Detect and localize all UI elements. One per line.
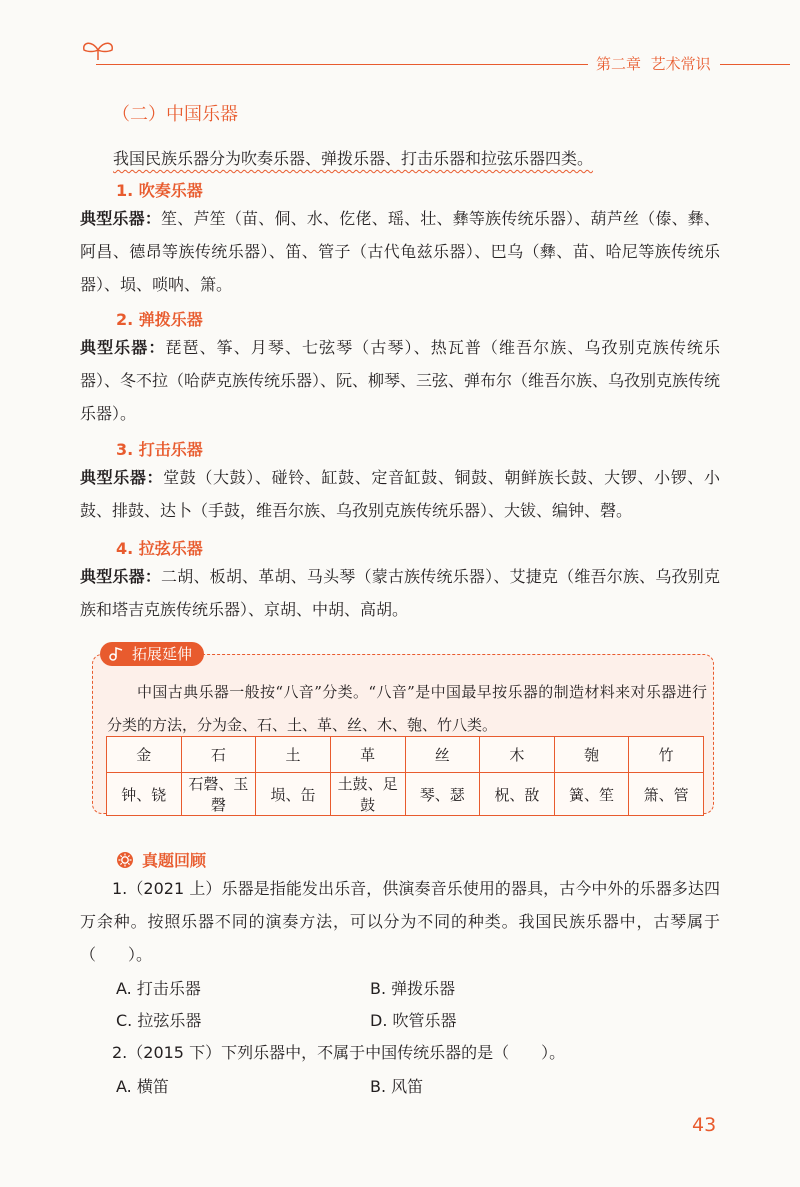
table-cell: 埙、缶 xyxy=(256,773,331,816)
table-header-cell: 丝 xyxy=(405,737,480,773)
table-header-cell: 竹 xyxy=(629,737,704,773)
category-text: 典型乐器：琵琶、筝、月琴、七弦琴（古琴）、热瓦普（维吾尔族、乌孜别克族传统乐器）、冬不拉（哈萨克族传统乐器）、阮、柳琴、三弦、弹布尔（维吾尔族、乌孜别克族传统乐器）。 xyxy=(80,338,721,423)
option: B. 风笛 xyxy=(370,1077,424,1096)
header-rule-left xyxy=(96,64,588,65)
table-header-cell: 匏 xyxy=(554,737,629,773)
extension-badge: 拓展延伸 xyxy=(100,642,204,666)
table-cell: 琴、瑟 xyxy=(405,773,480,816)
table-row xyxy=(107,773,704,816)
music-note-icon xyxy=(108,646,124,662)
table-cell: 柷、敔 xyxy=(480,773,555,816)
option: B. 弹拨乐器 xyxy=(370,979,456,998)
table-cell: 石磬、玉磬 xyxy=(181,773,256,816)
page-number: 43 xyxy=(692,1114,717,1136)
section-intro: 我国民族乐器分为吹奏乐器、弹拨乐器、打击乐器和拉弦乐器四类。 xyxy=(113,149,594,168)
table-header-row xyxy=(107,737,704,773)
eight-sounds-table xyxy=(106,736,704,816)
table-cell: 箫、管 xyxy=(629,773,704,816)
category-heading: 1. 吹奏乐器 xyxy=(116,181,203,200)
category-heading: 2. 弹拨乐器 xyxy=(116,310,203,329)
category-text: 典型乐器：堂鼓（大鼓）、碰铃、缸鼓、定音缸鼓、铜鼓、朝鲜族长鼓、大锣、小锣、小鼓、排鼓、达卜（手鼓，维吾尔族、乌孜别克族传统乐器）、大钹、编钟、磬。 xyxy=(80,468,720,520)
category-text: 典型乐器：二胡、板胡、革胡、马头琴（蒙古族传统乐器）、艾捷克（维吾尔族、乌孜别克族和塔吉克族传统乐器）、京胡、中胡、高胡。 xyxy=(80,567,720,619)
option: C. 拉弦乐器 xyxy=(116,1011,202,1030)
table-cell: 簧、笙 xyxy=(554,773,629,816)
review-heading: 真题回顾 xyxy=(116,848,206,871)
sun-icon xyxy=(116,851,134,869)
question-1: 1.（2021 上）乐器是指能发出乐音，供演奏音乐使用的器具，古今中外的乐器多达四万余种。按照乐器不同的演奏方法，可以分为不同的种类。我国民族乐器中，古琴属于（ ）。 xyxy=(80,879,720,964)
category-heading: 4. 拉弦乐器 xyxy=(116,539,203,558)
category-heading: 3. 打击乐器 xyxy=(116,440,203,459)
table-header-cell: 土 xyxy=(256,737,331,773)
table-header-cell: 金 xyxy=(107,737,182,773)
section-title: （二）中国乐器 xyxy=(112,104,238,125)
option: A. 横笛 xyxy=(116,1077,169,1096)
chapter-title: 第二章 艺术常识 xyxy=(596,55,711,73)
option: D. 吹管乐器 xyxy=(370,1011,457,1030)
header-rule-right xyxy=(720,64,790,65)
table-header-cell: 革 xyxy=(330,737,405,773)
category-text: 典型乐器：笙、芦笙（苗、侗、水、仡佬、瑶、壮、彝等族传统乐器）、葫芦丝（傣、彝、阿昌、德昂等族传统乐器）、笛、管子（古代龟兹乐器）、巴乌（彝、苗、哈尼等族传统乐器）、埙、唢呐、箫。 xyxy=(80,209,720,294)
question-2: 2.（2015 下）下列乐器中，不属于中国传统乐器的是（ ）。 xyxy=(112,1043,566,1062)
table-header-cell: 石 xyxy=(181,737,256,773)
sprout-icon xyxy=(78,38,118,62)
table-cell: 钟、铙 xyxy=(107,773,182,816)
option: A. 打击乐器 xyxy=(116,979,201,998)
extension-text: 中国古典乐器一般按“八音”分类。“八音”是中国最早按乐器的制造材料来对乐器进行分类的方法，分为金、石、土、革、丝、木、匏、竹八类。 xyxy=(107,683,707,734)
table-cell: 土鼓、足鼓 xyxy=(330,773,405,816)
table-header-cell: 木 xyxy=(480,737,555,773)
